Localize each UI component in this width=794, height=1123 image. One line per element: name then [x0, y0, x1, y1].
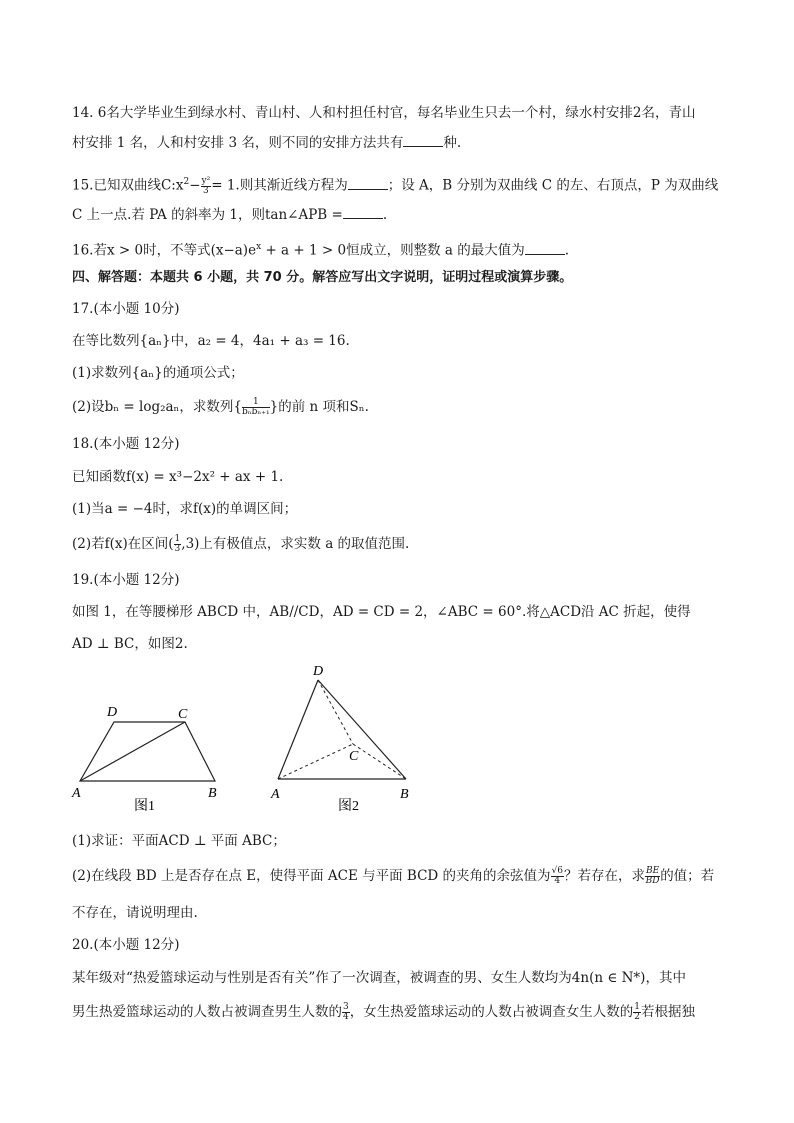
q20-fraction-2	[633, 1003, 641, 1022]
q19-frac1-num: √6	[551, 866, 563, 876]
q15-frac-den: 3	[203, 185, 209, 196]
diagonal-ac	[80, 722, 185, 781]
q17-fraction	[242, 398, 270, 417]
q15-sup: 2	[183, 177, 190, 187]
q18-frac-num: 1	[174, 534, 181, 544]
q16-sup: x	[256, 242, 262, 252]
q19-p2-after: 的值；若	[660, 868, 715, 884]
q17-p2-after: }的前 n 项和Sₙ.	[269, 399, 369, 415]
answer-blank[interactable]	[348, 177, 388, 190]
q18-part1: (1)当a = −4时，求f(x)的单调区间；	[72, 501, 298, 517]
q20-line1: 某年级对“热爱篮球运动与性别是否有关”作了一次调查，被调查的男、女生人数均为4n(n ∈ N*)，其中	[72, 970, 686, 986]
edge-dc-hidden	[318, 680, 353, 744]
q17-p2-before: (2)设bₙ = log₂aₙ，求数列{	[72, 399, 242, 415]
q20-frac1-num: 3	[343, 1002, 349, 1012]
q20-fraction-1	[342, 1003, 350, 1022]
q19-stem1: 如图 1，在等腰梯形 ABCD 中，AB//CD，AD = CD = 2，∠ABC = 60°.将△ACD沿 AC 折起，使得	[72, 604, 691, 620]
q20-after: 若根据独	[640, 1004, 695, 1020]
q15-prefix: 15.已知双曲线C:x	[72, 177, 184, 194]
fig1-label-c: C	[178, 707, 188, 722]
q20-head: 20.(本小题 12分)	[72, 937, 180, 953]
q19-fraction-2	[645, 867, 660, 886]
figure-2-tetrahedron	[260, 660, 430, 820]
q19-p2-mid: ？若存在，求	[564, 868, 645, 884]
q15-rest: ；设 A，B 分别为双曲线 C 的左、右顶点，P 为双曲线	[387, 177, 719, 194]
fig1-label-a: A	[72, 786, 81, 801]
q15-line1	[72, 172, 718, 196]
q20-frac2-num: 1	[634, 1002, 640, 1012]
q16-line	[72, 237, 569, 261]
trapezoid-outline	[80, 722, 215, 781]
q14-text: 村安排 1 名，人和村安排 3 名，则不同的安排方法共有	[72, 135, 404, 151]
q17-part1: (1)求数列{aₙ}的通项公式；	[72, 365, 244, 381]
q20-before: 男生热爱篮球运动的人数占被调查男生人数的	[72, 1004, 342, 1020]
edge-da	[278, 680, 318, 779]
q17-part2	[72, 397, 369, 417]
q17-head: 17.(本小题 10分)	[72, 301, 180, 317]
q19-frac2-den: BD	[645, 876, 660, 886]
q17-frac-den: bₙbₙ₊₁	[241, 407, 270, 417]
q19-frac2-num: BE	[646, 866, 660, 876]
q15-fraction	[201, 177, 212, 196]
q20-mid: ，女生热爱篮球运动的人数占被调查女生人数的	[349, 1004, 634, 1020]
figure-1-trapezoid	[60, 660, 260, 820]
fig2-label-b: B	[400, 787, 409, 802]
q17-stem: 在等比数列{aₙ}中，a₂ = 4，4a₁ + a₃ = 16.	[72, 333, 350, 349]
q20-line2	[72, 1002, 695, 1022]
q19-part1: (1)求证：平面ACD ⊥ 平面 ABC；	[72, 833, 286, 849]
q15-minus: −	[189, 177, 201, 194]
answer-blank[interactable]	[343, 206, 383, 219]
q19-frac1-den: 4	[554, 876, 561, 886]
q19-fraction-1	[551, 867, 564, 886]
q19-head: 19.(本小题 12分)	[72, 572, 180, 588]
q15-line2-text: C 上一点.若 PA 的斜率为 1，则tan∠APB =	[72, 207, 343, 223]
fig1-label-b: B	[208, 786, 217, 801]
answer-blank[interactable]	[403, 134, 443, 147]
q15-frac-num: y²	[201, 175, 211, 186]
q16-end: .	[564, 242, 569, 259]
q19-stem2: AD ⊥ BC，如图2.	[72, 636, 188, 652]
q15-line2	[72, 205, 387, 225]
q18-part2	[72, 534, 409, 554]
q18-stem: 已知函数f(x) = x³−2x² + ax + 1.	[72, 469, 284, 485]
edge-db	[318, 680, 406, 779]
edge-ac-hidden	[278, 744, 353, 779]
q14-text-end: 种.	[443, 135, 462, 151]
q19-part2	[72, 866, 714, 886]
fig2-label-a: A	[271, 787, 280, 802]
q15-eq: = 1.则其渐近线方程为	[211, 177, 348, 194]
q19-p2-before: (2)在线段 BD 上是否存在点 E，使得平面 ACE 与平面 BCD 的夹角的余弦值为	[72, 868, 551, 884]
fig2-label-d: D	[313, 664, 324, 679]
q20-frac1-den: 4	[343, 1012, 349, 1022]
q17-frac-num: 1	[242, 398, 270, 408]
q15-line2-end: .	[382, 207, 388, 223]
fig2-label-c: C	[349, 749, 359, 764]
q20-frac2-den: 2	[634, 1012, 640, 1022]
section-heading: 四、解答题：本题共 6 小题，共 70 分。解答应写出文字说明，证明过程或演算步骤。	[72, 270, 573, 285]
q18-p2-before: (2)若f(x)在区间(	[72, 536, 174, 552]
q14-line1: 14. 6名大学毕业生到绿水村、青山村、人和村担任村官，每名毕业生只去一个村，绿水村安排2名，青山	[72, 105, 696, 121]
q18-head: 18.(本小题 12分)	[72, 436, 180, 452]
fig1-label-d: D	[107, 705, 118, 720]
q16-before: 16.若x > 0时，不等式(x−a)e	[72, 242, 257, 259]
fig1-caption: 图1	[134, 799, 155, 814]
q19-part2-line2: 不存在，请说明理由.	[72, 905, 198, 921]
q14-line2	[72, 133, 461, 153]
fig2-caption: 图2	[338, 799, 359, 814]
q18-p2-after: ,3)上有极值点，求实数 a 的取值范围.	[181, 536, 410, 552]
q18-frac-den: 3	[174, 544, 181, 554]
q16-after: + a + 1 > 0恒成立，则整数 a 的最大值为	[261, 242, 525, 259]
answer-blank[interactable]	[525, 242, 565, 255]
